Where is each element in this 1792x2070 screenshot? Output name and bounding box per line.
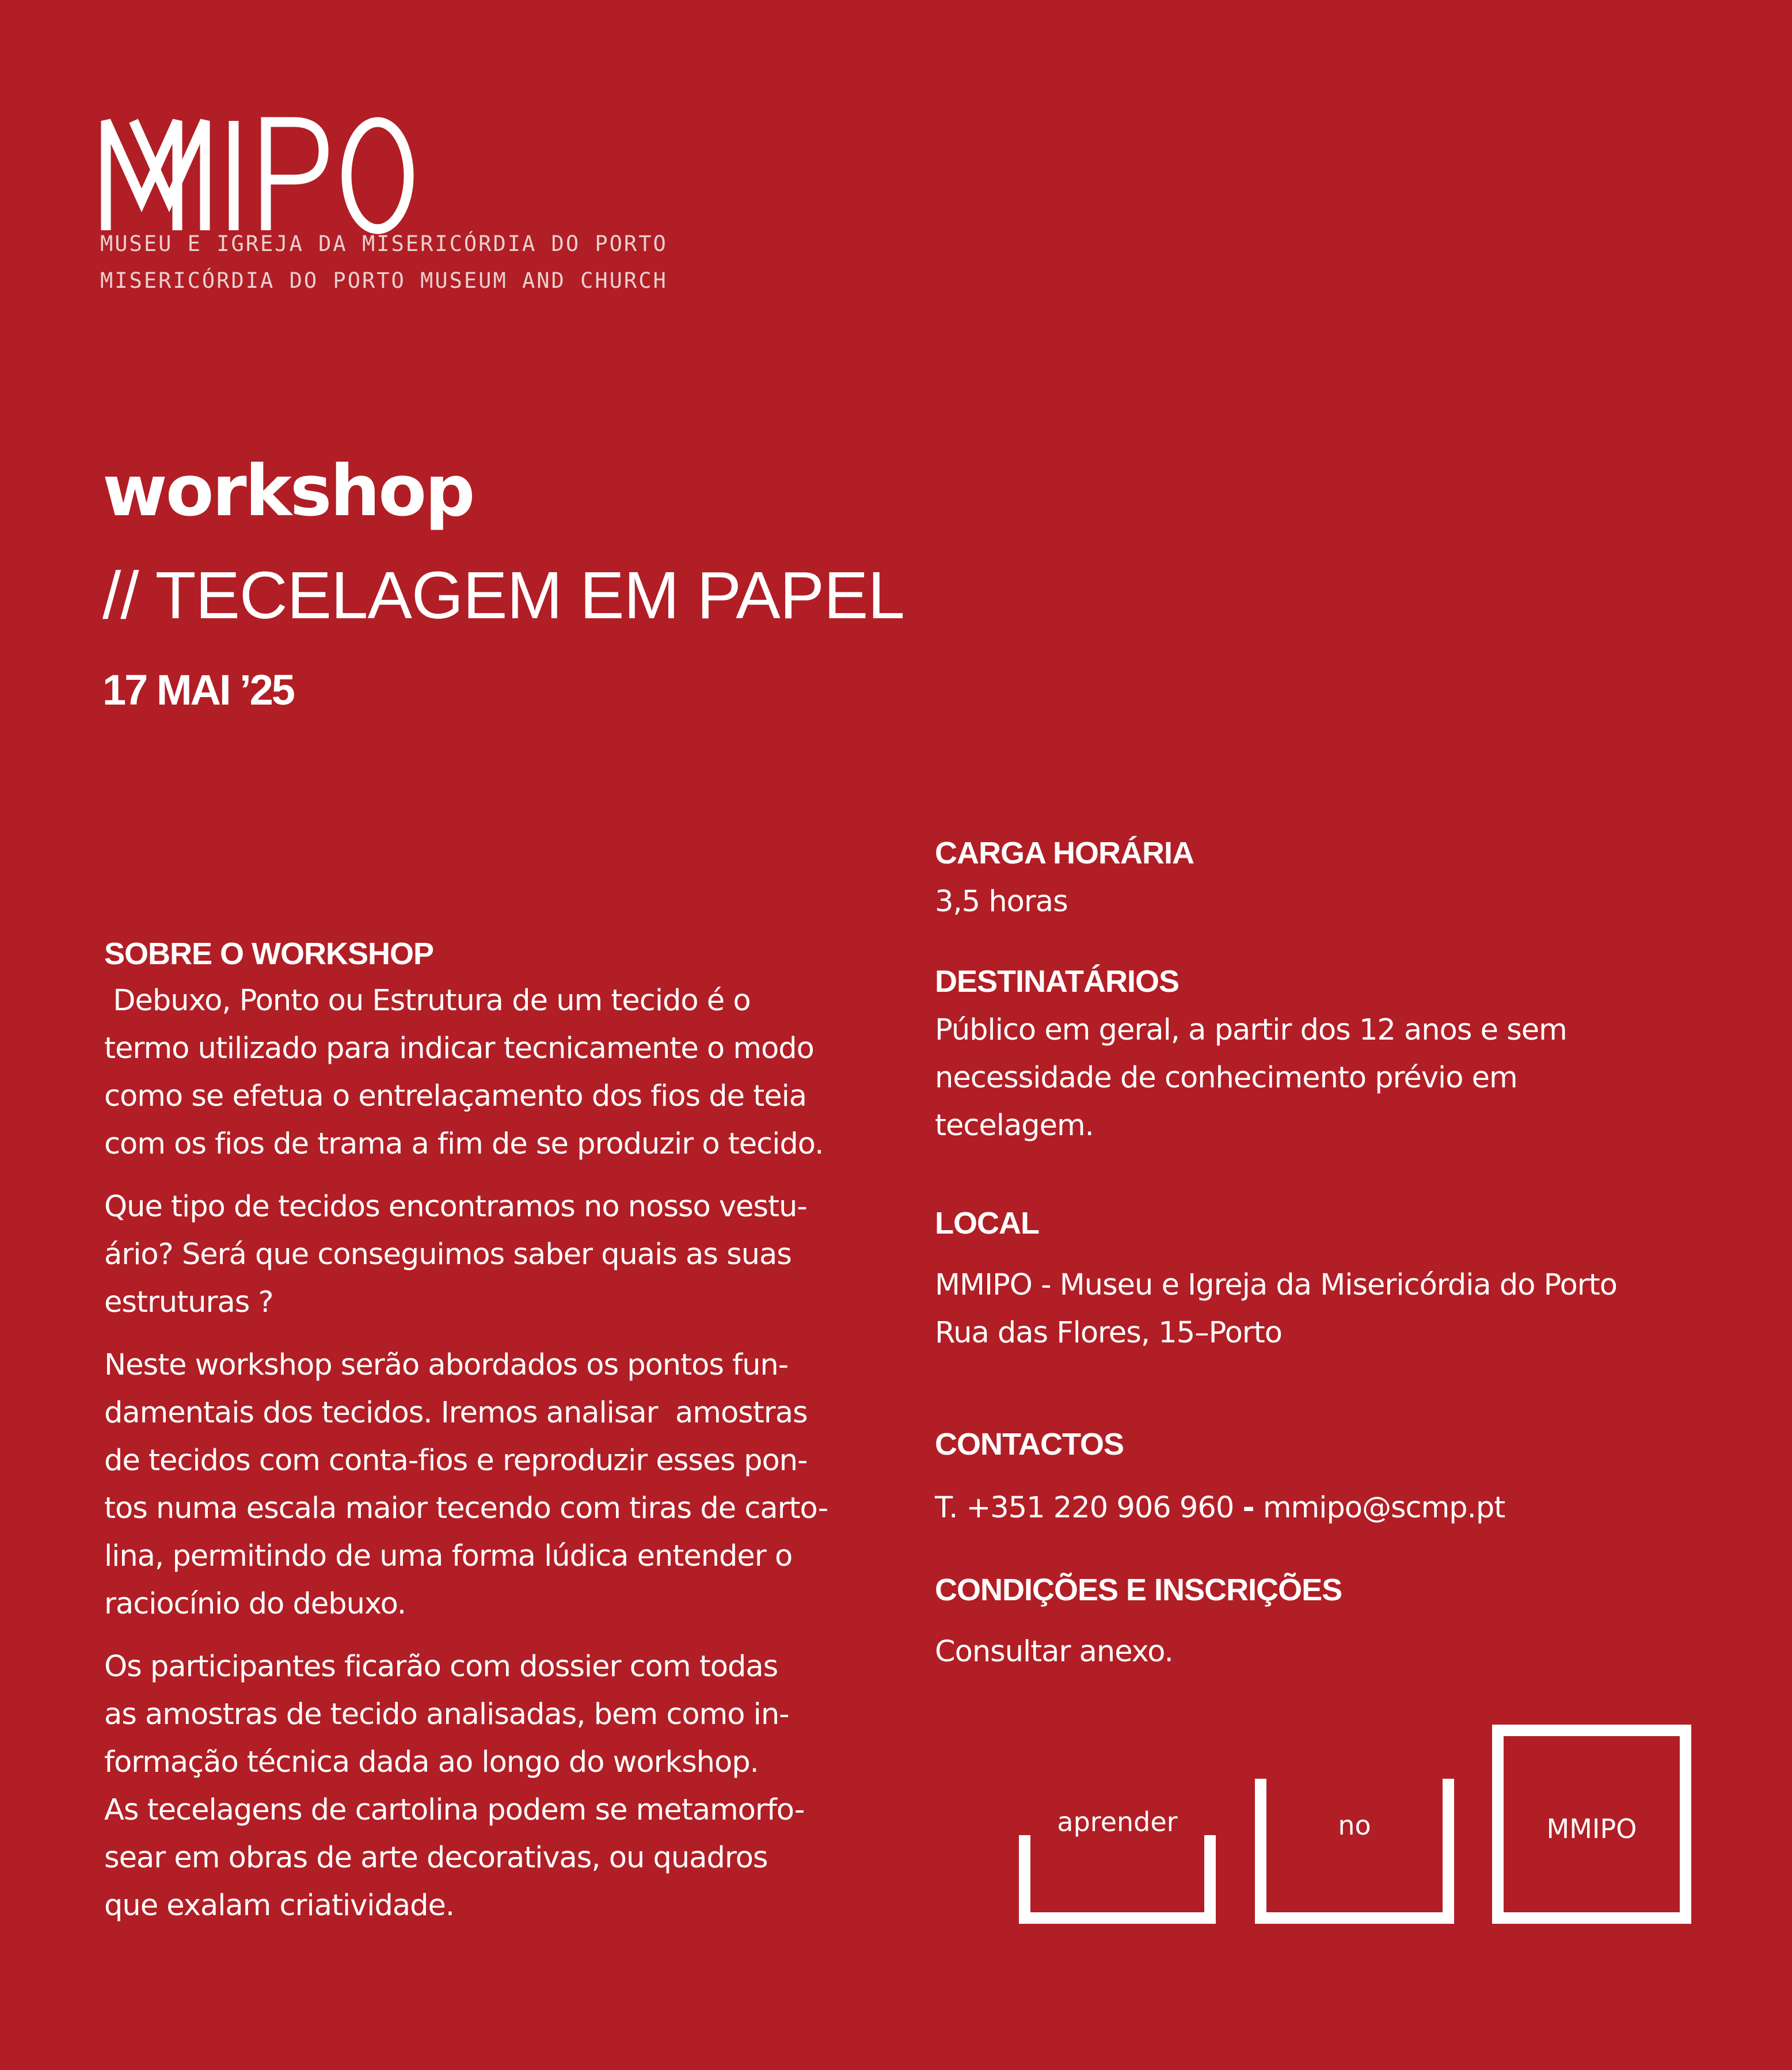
box-aprender-frame [1019,1835,1216,1924]
event-date: 17 MAI ’25 [102,666,294,714]
about-text [104,977,828,1930]
contacts-line [935,1484,1505,1532]
box-no [1255,1779,1454,1924]
duration-heading: CARGA HORÁRIA [935,836,1194,870]
audience-line: Público em geral, a partir dos 12 anos e sem [935,1013,1567,1047]
logo-subtitle-pt: MUSEU E IGREJA DA MISERICÓRDIA DO PORTO [100,231,668,256]
conditions-text [935,1628,1173,1676]
contact-email[interactable]: mmipo@scmp.pt [1262,1491,1505,1525]
about-line: de tecidos com conta-fios e reproduzir esses pon- [104,1444,808,1478]
mmipo-logo [98,115,420,236]
audience-heading: DESTINATÁRIOS [935,964,1180,999]
about-line: termo utilizado para indicar tecnicamente o modo [104,1032,814,1066]
box-mmipo [1492,1725,1691,1924]
duration-text [935,878,1068,926]
about-line: raciocínio do debuxo. [104,1587,406,1621]
about-line: que exalam criatividade. [104,1889,455,1923]
about-line: Os participantes ficarão com dossier com todas [104,1650,778,1684]
about-line: formação técnica dada ao longo do workshop. [104,1745,759,1779]
logo-subtitle-en: MISERICÓRDIA DO PORTO MUSEUM AND CHURCH [100,268,668,293]
about-line: como se efetua o entrelaçamento dos fios de teia [104,1079,807,1113]
contact-phone[interactable]: T. +351 220 906 960 [935,1491,1234,1525]
location-heading: LOCAL [935,1206,1039,1241]
about-line: damentais dos tecidos. Iremos analisar amostras [104,1396,808,1430]
event-type: workshop [102,450,474,532]
about-line: com os fios de trama a fim de se produzir o tecido. [104,1127,824,1161]
about-line: lina, permitindo de uma forma lúdica entender o [104,1539,793,1573]
audience-line: necessidade de conhecimento prévio em [935,1061,1517,1095]
box-mmipo-label: MMIPO [1546,1813,1637,1844]
duration-value: 3,5 horas [935,885,1068,919]
about-line: As tecelagens de cartolina podem se metamorfo- [104,1793,805,1827]
audience-line: tecelagem. [935,1109,1094,1143]
about-line: estruturas ? [104,1285,273,1319]
box-aprender-label: aprender [1057,1806,1178,1837]
about-line: Debuxo, Ponto ou Estrutura de um tecido é o [104,984,751,1018]
box-no-label: no [1338,1810,1371,1841]
location-text [935,1261,1617,1357]
contact-separator: - [1242,1491,1254,1525]
about-line: ário? Será que conseguimos saber quais as suas [104,1238,792,1272]
conditions-value: Consultar anexo. [935,1635,1173,1669]
about-line: sear em obras de arte decorativas, ou quadros [104,1841,768,1875]
event-title: // TECELAGEM EM PAPEL [102,558,904,633]
about-line: Neste workshop serão abordados os pontos fun- [104,1348,789,1382]
about-heading: SOBRE O WORKSHOP [104,937,434,971]
about-line: Que tipo de tecidos encontramos no nosso vestu- [104,1190,807,1224]
about-line: as amostras de tecido analisadas, bem como in- [104,1698,789,1732]
box-aprender [1019,1789,1216,1924]
conditions-heading: CONDIÇÕES E INSCRIÇÕES [935,1573,1342,1607]
location-line: Rua das Flores, 15–Porto [935,1316,1282,1350]
contacts-text [935,1484,1505,1532]
audience-text [935,1006,1567,1150]
about-line: tos numa escala maior tecendo com tiras de carto- [104,1491,828,1525]
location-line: MMIPO - Museu e Igreja da Misericórdia do Porto [935,1268,1617,1302]
box-no-frame [1255,1779,1454,1924]
contacts-heading: CONTACTOS [935,1427,1124,1462]
